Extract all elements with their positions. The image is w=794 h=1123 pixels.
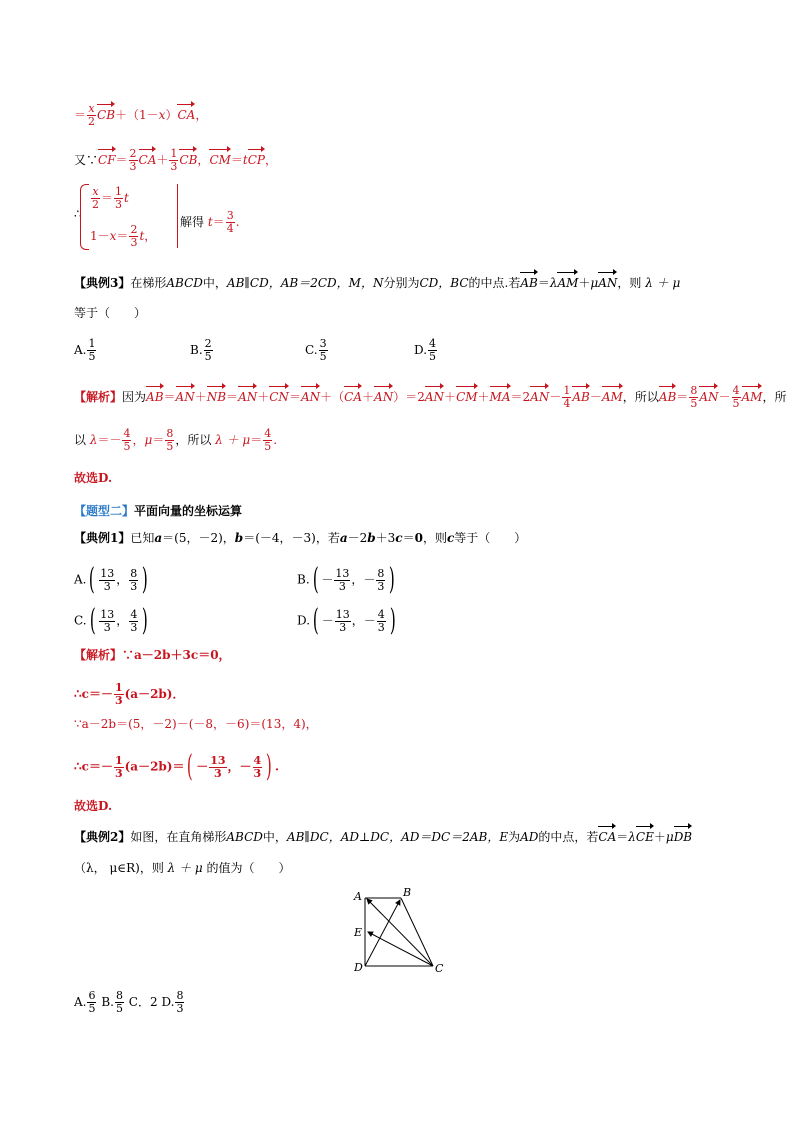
- trapezoid-figure: [345, 884, 450, 976]
- solution-line-1: ＝ $\frac{x}{2}$ CB＋（1－x）CA，: [74, 102, 208, 128]
- example-1-question: 【典例1】已知a＝(5，－2)，b＝(－4，－3)，若a－2b＋3c＝0，则c等于（ ）: [74, 531, 527, 545]
- section-heading-type-2: 【题型二】平面向量的坐标运算: [74, 504, 243, 518]
- option-c[interactable]: C.( $\frac{13}{3}$ ， $\frac{4}{3}$ ): [74, 603, 149, 638]
- option-d[interactable]: D. $\frac{4}{5}$: [414, 337, 437, 363]
- solution-1-line-1: 【解析】∵a－2b＋3c＝0，: [74, 648, 231, 662]
- solve-result: 解得 t＝ $\frac{3}{4}$ .: [180, 209, 240, 235]
- example-3-question-line2: 等于（ ）: [74, 306, 147, 320]
- solution-line-2: 又∵CF＝ $\frac{2}{3}$ CA＋ $\frac{1}{3}$ CB，CM＝tCP，: [74, 147, 278, 173]
- vector-ca: [367, 899, 433, 966]
- option-a[interactable]: A. $\frac{6}{5}$: [74, 989, 96, 1015]
- solution-1-line-3: ∵a－2b＝(5，－2)－(－8，－6)＝(13，4)，: [74, 717, 318, 731]
- example-2-question: 【典例2】如图，在直角梯形ABCD中，AB∥DC，AD⊥DC，AD＝DC＝2AB，E为AD的中点，若CA＝λCE＋μDB: [74, 830, 693, 844]
- option-b[interactable]: B.( － $\frac{13}{3}$ ，－ $\frac{8}{3}$ ): [297, 562, 396, 597]
- answer-3: 故选D.: [74, 471, 113, 485]
- therefore-symbol: ∴: [74, 207, 82, 221]
- vector-ce: [368, 932, 433, 966]
- option-b[interactable]: B. $\frac{2}{5}$: [190, 337, 212, 363]
- answer-1: 故选D.: [74, 799, 113, 813]
- option-c[interactable]: C. $\frac{3}{5}$: [305, 337, 327, 363]
- solution-1-line-2: ∴c＝－ $\frac{1}{3}$ (a－2b)．: [74, 681, 185, 707]
- option-d[interactable]: D.( － $\frac{13}{3}$ ，－ $\frac{4}{3}$ ): [297, 603, 396, 638]
- edge-bc: [401, 898, 433, 966]
- system-brace-right: [175, 184, 178, 248]
- solution-3-line-1: 【解析】因为AB＝AN＋NB＝AN＋CN＝AN＋（CA＋AN）＝2AN＋CM＋MA＝2AN－ $\frac{1}{4}$ AB－AM，所以AB＝ $\frac{8}{5}$ AN－ $\frac{4}{5}$ AM，所: [74, 384, 787, 410]
- label-b: B: [403, 886, 412, 899]
- option-a[interactable]: A.( $\frac{13}{3}$ ， $\frac{8}{3}$ ): [74, 562, 149, 597]
- system-row-2: 1－x＝ $\frac{2}{3}$ t，: [90, 223, 157, 249]
- example-3-question: 【典例3】在梯形ABCD中，AB∥CD，AB＝2CD，M，N分别为CD，BC的中点.若AB＝λAM＋μAN，则 λ ＋ μ: [74, 276, 681, 290]
- option-d[interactable]: D. $\frac{8}{3}$: [161, 989, 184, 1015]
- solution-1-line-4: ∴c＝－ $\frac{1}{3}$ (a－2b)＝( － $\frac{13}{3}$ ，－ $\frac{4}{3}$ ) .: [74, 749, 280, 784]
- option-c[interactable]: C．2: [128, 995, 158, 1009]
- system-row-1: $\frac{x}{2}$ ＝ $\frac{1}{3}$ t: [92, 185, 129, 211]
- label-a: A: [354, 890, 362, 903]
- label-d: D: [354, 961, 363, 974]
- option-b[interactable]: B. $\frac{8}{5}$: [101, 989, 123, 1015]
- system-brace: [80, 184, 89, 250]
- solution-3-line-2: 以 λ＝－ $\frac{4}{5}$ ，μ＝ $\frac{8}{5}$ ，所以 λ ＋ μ＝ $\frac{4}{5}$ .: [74, 427, 278, 453]
- option-a[interactable]: A. $\frac{1}{5}$: [74, 337, 96, 363]
- label-e: E: [354, 926, 363, 939]
- example-2-question-line2: （λ， μ∈R)，则 λ ＋ μ 的值为（ ）: [74, 861, 291, 875]
- example-2-options: [74, 990, 185, 1015]
- label-c: C: [435, 962, 444, 975]
